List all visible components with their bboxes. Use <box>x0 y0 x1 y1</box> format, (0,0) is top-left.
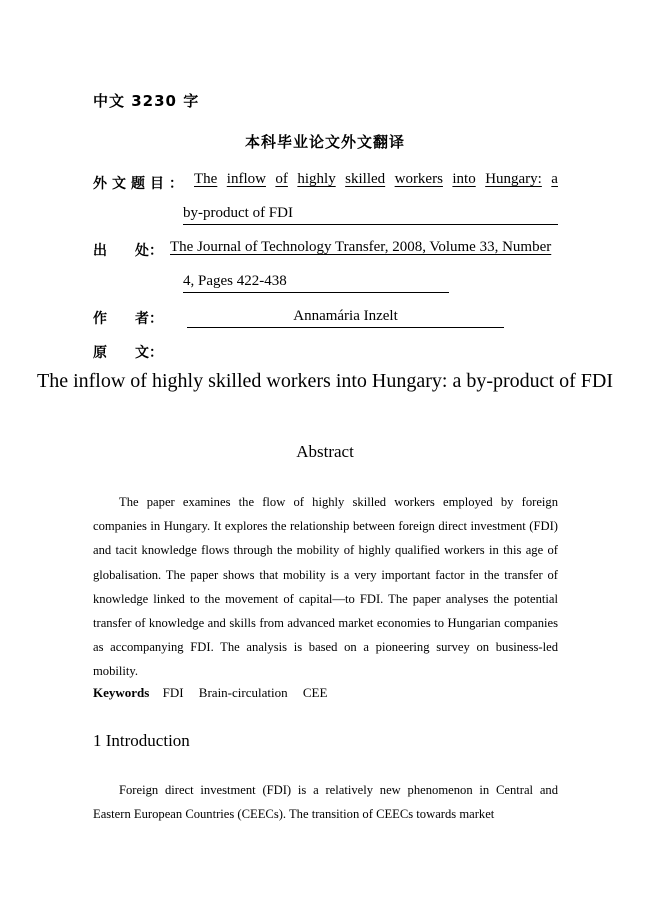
title-word: Hungary: <box>485 171 542 187</box>
foreign-title-line2: by-product of FDI <box>183 205 558 225</box>
keyword: Brain-circulation <box>198 685 288 700</box>
document-heading: 本科毕业论文外文翻译 <box>244 133 405 151</box>
title-word: of <box>275 171 288 187</box>
paper-title: The inflow of highly skilled workers into Hungary: a by-product of FDI <box>36 370 613 392</box>
source-line2: 4, Pages 422-438 <box>183 273 449 293</box>
abstract-text: The paper examines the flow of highly skilled workers employed by foreign companies in Hungary. It explores the relationship between foreign direct investment (FDI) and tacit knowledge flows through the mobility of highly qualified workers in this age of globalisation. The paper shows that mobility is a very important factor in the transfer of knowledge linked to the movement of capital—to FDI. The paper analyses the potential transfer of knowledge and skills from advanced market economies to Hungarian companies as accompanying FDI. The analysis is based on a pioneering survey on business-led mobility. <box>93 495 558 679</box>
title-word: The <box>194 171 218 187</box>
title-word: a <box>551 171 558 187</box>
abstract-heading: Abstract <box>296 442 354 461</box>
title-label: 外文题目： <box>93 176 188 192</box>
original-label: 原 文： <box>93 345 163 361</box>
source-label: 出 处： <box>93 243 163 259</box>
title-word: workers <box>394 171 443 187</box>
keywords-label: Keywords <box>93 685 150 700</box>
keywords-line <box>93 685 339 701</box>
keyword: CEE <box>302 685 328 700</box>
introduction-text: Foreign direct investment (FDI) is a relatively new phenomenon in Central and Eastern European Countries (CEECs). The transition of CEECs towards market <box>93 783 558 822</box>
title-word: skilled <box>345 171 386 187</box>
keyword: FDI <box>162 685 184 700</box>
section-heading-introduction: 1 Introduction <box>93 731 190 750</box>
word-count: 中文 3230 字 <box>93 92 200 110</box>
source-line1: The Journal of Technology Transfer, 2008, Volume 33, Number <box>170 239 552 255</box>
author-name: Annamária Inzelt <box>187 308 504 328</box>
author-label: 作 者： <box>93 311 163 327</box>
title-word: into <box>452 171 476 187</box>
foreign-title-line1 <box>194 171 558 188</box>
title-word: highly <box>297 171 336 187</box>
title-word: inflow <box>226 171 266 187</box>
